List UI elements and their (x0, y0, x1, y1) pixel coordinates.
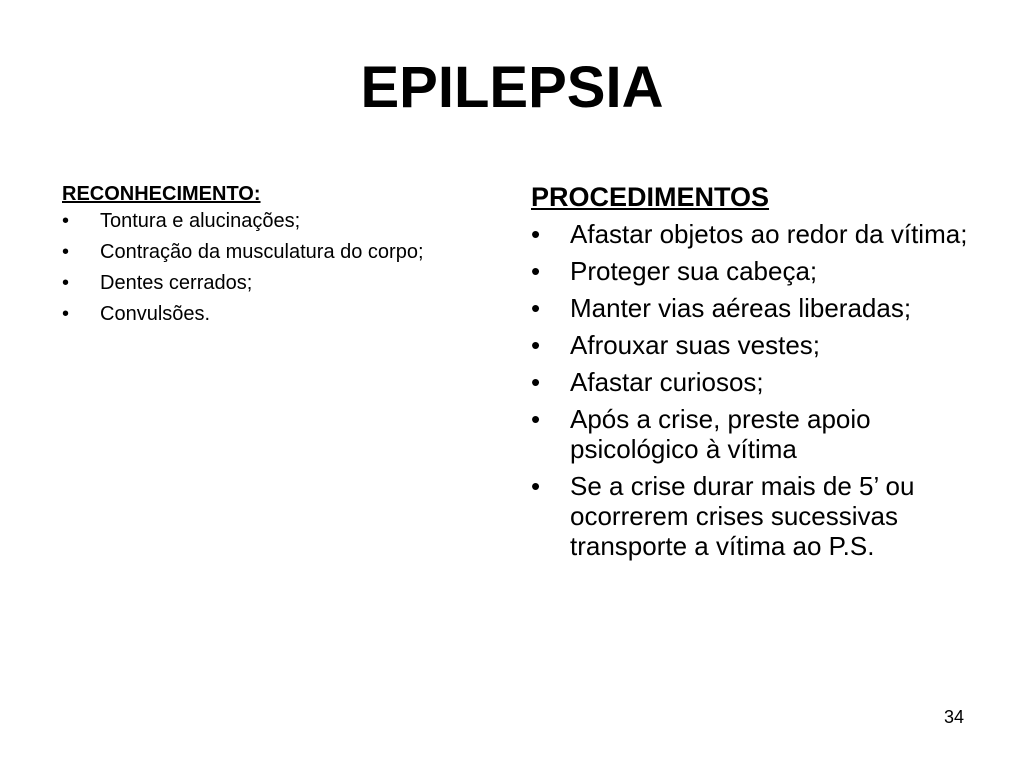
list-item (531, 330, 971, 360)
list-item (531, 256, 971, 286)
recognition-list (62, 210, 492, 326)
list-item-text: Após a crise, preste apoio psicológico à vítima (570, 404, 871, 464)
list-item (62, 210, 492, 233)
list-item (62, 272, 492, 295)
bullet-icon: • (62, 272, 70, 294)
list-item-text: Se a crise durar mais de 5’ ou ocorrerem crises sucessivas transporte a vítima ao P.S. (570, 471, 915, 561)
bullet-icon: • (531, 471, 541, 501)
recognition-column (62, 181, 492, 326)
procedures-heading: PROCEDIMENTOS (531, 182, 770, 212)
list-item (531, 219, 971, 249)
page-number: 34 (943, 707, 964, 727)
list-item (531, 404, 971, 464)
list-item-text: Afastar curiosos; (570, 367, 764, 397)
list-item-text: Convulsões. (100, 303, 211, 325)
procedures-column (531, 180, 971, 561)
list-item-text: Afastar objetos ao redor da vítima; (570, 219, 968, 249)
procedures-list (531, 219, 971, 561)
bullet-icon: • (62, 210, 70, 232)
list-item (531, 367, 971, 397)
bullet-icon: • (531, 219, 541, 249)
bullet-icon: • (531, 404, 541, 434)
list-item-text: Afrouxar suas vestes; (570, 330, 820, 360)
list-item (62, 303, 492, 326)
recognition-heading: RECONHECIMENTO: (62, 183, 261, 205)
list-item-text: Tontura e alucinações; (100, 210, 301, 232)
bullet-icon: • (531, 330, 541, 360)
bullet-icon: • (62, 303, 70, 325)
bullet-icon: • (531, 367, 541, 397)
list-item (531, 471, 971, 561)
list-item (62, 241, 492, 264)
list-item-text: Contração da musculatura do corpo; (100, 241, 424, 263)
list-item (531, 293, 971, 323)
list-item-text: Dentes cerrados; (100, 272, 253, 294)
slide-title: EPILEPSIA (360, 55, 664, 120)
bullet-icon: • (531, 256, 541, 286)
bullet-icon: • (62, 241, 70, 263)
list-item-text: Manter vias aéreas liberadas; (570, 293, 912, 323)
list-item-text: Proteger sua cabeça; (570, 256, 818, 286)
bullet-icon: • (531, 293, 541, 323)
